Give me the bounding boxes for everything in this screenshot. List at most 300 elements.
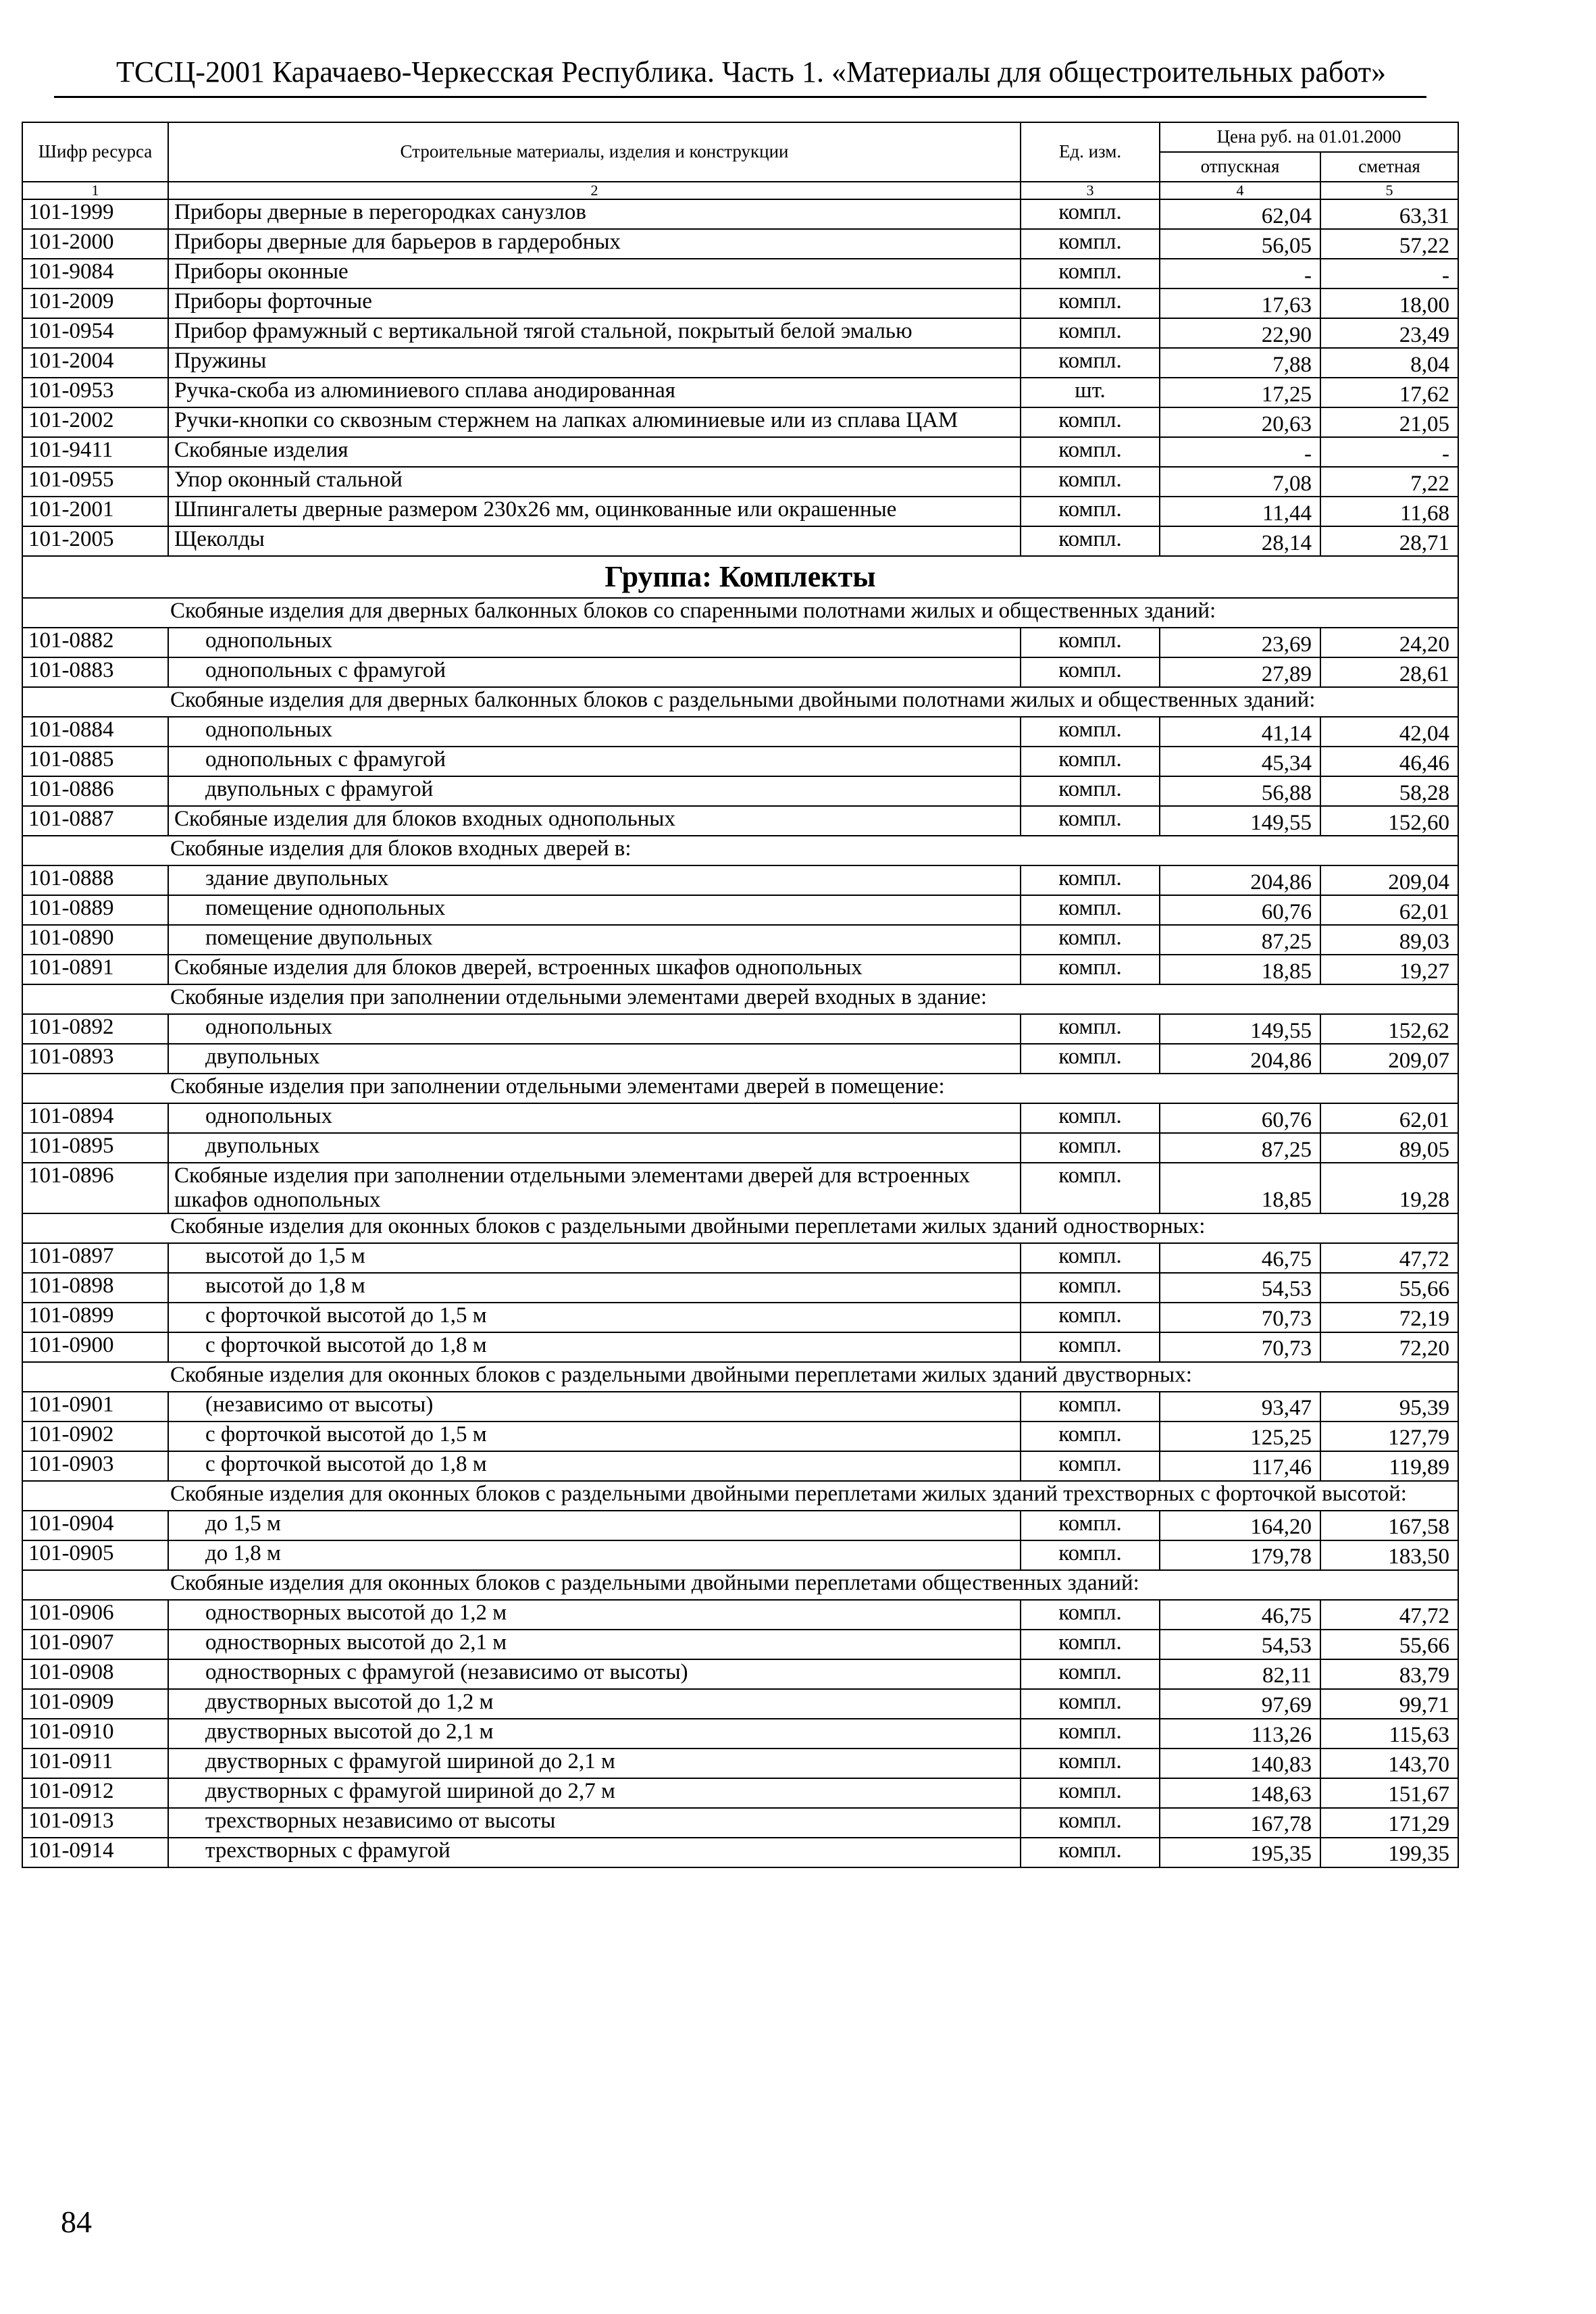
price-release: 60,76 xyxy=(1160,895,1320,925)
unit: компл. xyxy=(1021,1422,1160,1451)
material-name: однопольных xyxy=(168,1103,1021,1133)
table-row xyxy=(22,1044,1458,1074)
price-estimate: 72,20 xyxy=(1320,1332,1458,1362)
resource-code: 101-0908 xyxy=(22,1659,168,1689)
unit: компл. xyxy=(1021,1659,1160,1689)
material-name: одностворных высотой до 2,1 м xyxy=(168,1630,1021,1659)
table-row xyxy=(22,1243,1458,1273)
table-row xyxy=(22,1838,1458,1867)
section-row xyxy=(22,1570,1458,1600)
section-row xyxy=(22,836,1458,865)
section-title: Скобяные изделия для дверных балконных блоков со спаренными полотнами жилых и общественных зданий: xyxy=(22,598,1458,628)
table-row xyxy=(22,657,1458,687)
price-estimate: 24,20 xyxy=(1320,628,1458,657)
price-release: 149,55 xyxy=(1160,1014,1320,1044)
material-name: однопольных с фрамугой xyxy=(168,657,1021,687)
price-estimate: 7,22 xyxy=(1320,467,1458,497)
group-title: Группа: Комплекты xyxy=(22,556,1458,598)
resource-code: 101-0954 xyxy=(22,318,168,348)
table-row xyxy=(22,526,1458,556)
table-row xyxy=(22,1014,1458,1044)
resource-code: 101-0894 xyxy=(22,1103,168,1133)
unit: компл. xyxy=(1021,1778,1160,1808)
material-name: двустворных высотой до 1,2 м xyxy=(168,1689,1021,1719)
price-release: 117,46 xyxy=(1160,1451,1320,1481)
table-row xyxy=(22,1303,1458,1332)
unit: компл. xyxy=(1021,955,1160,984)
price-release: 18,85 xyxy=(1160,955,1320,984)
section-row xyxy=(22,1074,1458,1103)
price-estimate: 62,01 xyxy=(1320,895,1458,925)
price-estimate: 115,63 xyxy=(1320,1719,1458,1749)
material-name: до 1,5 м xyxy=(168,1511,1021,1540)
price-estimate: 21,05 xyxy=(1320,407,1458,437)
table-row xyxy=(22,1778,1458,1808)
price-release: 179,78 xyxy=(1160,1540,1320,1570)
price-release: 70,73 xyxy=(1160,1332,1320,1362)
material-name: помещение однопольных xyxy=(168,895,1021,925)
price-release: 56,05 xyxy=(1160,229,1320,259)
unit: компл. xyxy=(1021,925,1160,955)
price-estimate: 171,29 xyxy=(1320,1808,1458,1838)
price-estimate: 19,27 xyxy=(1320,955,1458,984)
unit: компл. xyxy=(1021,1163,1160,1213)
price-estimate: 183,50 xyxy=(1320,1540,1458,1570)
section-title: Скобяные изделия при заполнении отдельными элементами дверей в помещение: xyxy=(22,1074,1458,1103)
section-row xyxy=(22,1213,1458,1243)
unit: компл. xyxy=(1021,1600,1160,1630)
table-row xyxy=(22,1163,1458,1213)
price-release: 62,04 xyxy=(1160,199,1320,229)
price-estimate: 151,67 xyxy=(1320,1778,1458,1808)
price-estimate: 89,03 xyxy=(1320,925,1458,955)
col-header-price-release: отпускная xyxy=(1160,152,1320,182)
resource-code: 101-0910 xyxy=(22,1719,168,1749)
group-row xyxy=(22,556,1458,598)
section-title: Скобяные изделия для оконных блоков с раздельными двойными переплетами жилых зданий одностворных: xyxy=(22,1213,1458,1243)
unit: компл. xyxy=(1021,1014,1160,1044)
resource-code: 101-0907 xyxy=(22,1630,168,1659)
col-index: 1 xyxy=(22,182,168,199)
table-row xyxy=(22,1719,1458,1749)
col-index: 4 xyxy=(1160,182,1320,199)
unit: компл. xyxy=(1021,1719,1160,1749)
resource-code: 101-0887 xyxy=(22,806,168,836)
col-header-unit: Ед. изм. xyxy=(1021,122,1160,182)
col-header-price: Цена руб. на 01.01.2000 xyxy=(1160,122,1458,152)
resource-code: 101-0914 xyxy=(22,1838,168,1867)
price-release: 113,26 xyxy=(1160,1719,1320,1749)
unit: компл. xyxy=(1021,1511,1160,1540)
material-name: одностворных с фрамугой (независимо от высоты) xyxy=(168,1659,1021,1689)
price-release: 125,25 xyxy=(1160,1422,1320,1451)
material-name: трехстворных с фрамугой xyxy=(168,1838,1021,1867)
material-name: двустворных с фрамугой шириной до 2,1 м xyxy=(168,1749,1021,1778)
table-row xyxy=(22,1749,1458,1778)
price-release: 149,55 xyxy=(1160,806,1320,836)
material-name: Пружины xyxy=(168,348,1021,378)
unit: компл. xyxy=(1021,1689,1160,1719)
unit: компл. xyxy=(1021,1749,1160,1778)
section-title: Скобяные изделия для дверных балконных блоков с раздельными двойными полотнами жилых и общественных зданий: xyxy=(22,687,1458,717)
unit: компл. xyxy=(1021,1273,1160,1303)
unit: компл. xyxy=(1021,497,1160,526)
table-row xyxy=(22,229,1458,259)
unit: компл. xyxy=(1021,1392,1160,1422)
price-estimate: 47,72 xyxy=(1320,1243,1458,1273)
table-row xyxy=(22,895,1458,925)
unit: компл. xyxy=(1021,229,1160,259)
material-name: высотой до 1,8 м xyxy=(168,1273,1021,1303)
price-release: 164,20 xyxy=(1160,1511,1320,1540)
resource-code: 101-0955 xyxy=(22,467,168,497)
material-name: Ручка-скоба из алюминиевого сплава анодированная xyxy=(168,378,1021,407)
table-row xyxy=(22,1511,1458,1540)
price-estimate: 58,28 xyxy=(1320,776,1458,806)
unit: компл. xyxy=(1021,657,1160,687)
price-estimate: 143,70 xyxy=(1320,1749,1458,1778)
table-row xyxy=(22,1630,1458,1659)
price-estimate: - xyxy=(1320,437,1458,467)
price-release: 7,08 xyxy=(1160,467,1320,497)
price-estimate: 127,79 xyxy=(1320,1422,1458,1451)
price-release: 46,75 xyxy=(1160,1600,1320,1630)
price-estimate: 95,39 xyxy=(1320,1392,1458,1422)
unit: компл. xyxy=(1021,318,1160,348)
price-estimate: 46,46 xyxy=(1320,747,1458,776)
resource-code: 101-0897 xyxy=(22,1243,168,1273)
unit: компл. xyxy=(1021,747,1160,776)
table-row xyxy=(22,955,1458,984)
price-release: 28,14 xyxy=(1160,526,1320,556)
unit: компл. xyxy=(1021,526,1160,556)
price-release: 70,73 xyxy=(1160,1303,1320,1332)
resource-code: 101-0895 xyxy=(22,1133,168,1163)
price-release: 148,63 xyxy=(1160,1778,1320,1808)
resource-code: 101-0884 xyxy=(22,717,168,747)
material-name: Упор оконный стальной xyxy=(168,467,1021,497)
price-estimate: 11,68 xyxy=(1320,497,1458,526)
material-name: помещение двупольных xyxy=(168,925,1021,955)
unit: компл. xyxy=(1021,1303,1160,1332)
table-row xyxy=(22,288,1458,318)
material-name: Приборы форточные xyxy=(168,288,1021,318)
table-row xyxy=(22,497,1458,526)
table-row xyxy=(22,199,1458,229)
material-name: однопольных с фрамугой xyxy=(168,747,1021,776)
table-row xyxy=(22,1540,1458,1570)
unit: компл. xyxy=(1021,1630,1160,1659)
material-name: Ручки-кнопки со сквозным стержнем на лапках алюминиевые или из сплава ЦАМ xyxy=(168,407,1021,437)
material-name: Приборы оконные xyxy=(168,259,1021,288)
section-row xyxy=(22,1481,1458,1511)
price-release: 204,86 xyxy=(1160,1044,1320,1074)
price-release: 23,69 xyxy=(1160,628,1320,657)
material-name: с форточкой высотой до 1,8 м xyxy=(168,1332,1021,1362)
resource-code: 101-9411 xyxy=(22,437,168,467)
table-row xyxy=(22,1808,1458,1838)
material-name: однопольных xyxy=(168,1014,1021,1044)
price-release: 195,35 xyxy=(1160,1838,1320,1867)
resource-code: 101-0893 xyxy=(22,1044,168,1074)
price-estimate: 62,01 xyxy=(1320,1103,1458,1133)
material-name: однопольных xyxy=(168,628,1021,657)
resource-code: 101-0888 xyxy=(22,865,168,895)
col-header-code: Шифр ресурса xyxy=(22,122,168,182)
table-row xyxy=(22,1422,1458,1451)
col-index: 2 xyxy=(168,182,1021,199)
table-row xyxy=(22,1133,1458,1163)
table-row xyxy=(22,806,1458,836)
unit: компл. xyxy=(1021,348,1160,378)
table-row xyxy=(22,776,1458,806)
resource-code: 101-2000 xyxy=(22,229,168,259)
price-estimate: 17,62 xyxy=(1320,378,1458,407)
col-index: 5 xyxy=(1320,182,1458,199)
table-row xyxy=(22,717,1458,747)
resource-code: 101-0903 xyxy=(22,1451,168,1481)
section-row xyxy=(22,598,1458,628)
col-header-name: Строительные материалы, изделия и конструкции xyxy=(168,122,1021,182)
material-name: с форточкой высотой до 1,8 м xyxy=(168,1451,1021,1481)
material-name: двупольных xyxy=(168,1044,1021,1074)
material-name: двустворных с фрамугой шириной до 2,7 м xyxy=(168,1778,1021,1808)
unit: компл. xyxy=(1021,467,1160,497)
price-estimate: 199,35 xyxy=(1320,1838,1458,1867)
material-name: Скобяные изделия для блоков дверей, встроенных шкафов однопольных xyxy=(168,955,1021,984)
resource-code: 101-0889 xyxy=(22,895,168,925)
resource-code: 101-2004 xyxy=(22,348,168,378)
section-title: Скобяные изделия для оконных блоков с раздельными двойными переплетами жилых зданий двустворных: xyxy=(22,1362,1458,1392)
resource-code: 101-0905 xyxy=(22,1540,168,1570)
col-index: 3 xyxy=(1021,182,1160,199)
resource-code: 101-0885 xyxy=(22,747,168,776)
material-name: Приборы дверные для барьеров в гардеробных xyxy=(168,229,1021,259)
price-release: 54,53 xyxy=(1160,1273,1320,1303)
resource-code: 101-0886 xyxy=(22,776,168,806)
unit: компл. xyxy=(1021,407,1160,437)
resource-code: 101-0906 xyxy=(22,1600,168,1630)
price-estimate: 8,04 xyxy=(1320,348,1458,378)
table-row xyxy=(22,1392,1458,1422)
resource-code: 101-2005 xyxy=(22,526,168,556)
material-name: одностворных высотой до 1,2 м xyxy=(168,1600,1021,1630)
unit: компл. xyxy=(1021,1044,1160,1074)
resource-code: 101-2002 xyxy=(22,407,168,437)
price-release: 167,78 xyxy=(1160,1808,1320,1838)
material-name: однопольных xyxy=(168,717,1021,747)
price-estimate: 23,49 xyxy=(1320,318,1458,348)
table-row xyxy=(22,1273,1458,1303)
price-estimate: 55,66 xyxy=(1320,1630,1458,1659)
material-name: здание двупольных xyxy=(168,865,1021,895)
price-estimate: 42,04 xyxy=(1320,717,1458,747)
price-estimate: 209,07 xyxy=(1320,1044,1458,1074)
unit: шт. xyxy=(1021,378,1160,407)
price-release: 22,90 xyxy=(1160,318,1320,348)
unit: компл. xyxy=(1021,865,1160,895)
price-release: 56,88 xyxy=(1160,776,1320,806)
unit: компл. xyxy=(1021,437,1160,467)
table-row xyxy=(22,437,1458,467)
table-row xyxy=(22,865,1458,895)
price-release: 54,53 xyxy=(1160,1630,1320,1659)
price-estimate: 28,71 xyxy=(1320,526,1458,556)
material-name: с форточкой высотой до 1,5 м xyxy=(168,1303,1021,1332)
price-release: 93,47 xyxy=(1160,1392,1320,1422)
material-name: Щеколды xyxy=(168,526,1021,556)
price-estimate: 83,79 xyxy=(1320,1659,1458,1689)
table-row xyxy=(22,1451,1458,1481)
price-release: 204,86 xyxy=(1160,865,1320,895)
table-row xyxy=(22,467,1458,497)
unit: компл. xyxy=(1021,628,1160,657)
price-release: 27,89 xyxy=(1160,657,1320,687)
price-release: 7,88 xyxy=(1160,348,1320,378)
price-estimate: 152,60 xyxy=(1320,806,1458,836)
resource-code: 101-0891 xyxy=(22,955,168,984)
table-row xyxy=(22,1689,1458,1719)
price-release: 18,85 xyxy=(1160,1163,1320,1213)
price-release: 87,25 xyxy=(1160,925,1320,955)
resource-code: 101-0882 xyxy=(22,628,168,657)
section-title: Скобяные изделия для оконных блоков с раздельными двойными переплетами общественных зданий: xyxy=(22,1570,1458,1600)
unit: компл. xyxy=(1021,1332,1160,1362)
price-release: 46,75 xyxy=(1160,1243,1320,1273)
unit: компл. xyxy=(1021,1808,1160,1838)
resource-code: 101-0953 xyxy=(22,378,168,407)
table-row xyxy=(22,407,1458,437)
section-title: Скобяные изделия при заполнении отдельными элементами дверей входных в здание: xyxy=(22,984,1458,1014)
price-release: - xyxy=(1160,259,1320,288)
price-release: 45,34 xyxy=(1160,747,1320,776)
price-estimate: 55,66 xyxy=(1320,1273,1458,1303)
page-header: ТССЦ-2001 Карачаево-Черкесская Республика. Часть 1. «Материалы для общестроительных работ» xyxy=(116,55,1386,89)
unit: компл. xyxy=(1021,776,1160,806)
material-name: двустворных высотой до 2,1 м xyxy=(168,1719,1021,1749)
price-release: 20,63 xyxy=(1160,407,1320,437)
material-name: Приборы дверные в перегородках санузлов xyxy=(168,199,1021,229)
unit: компл. xyxy=(1021,1133,1160,1163)
unit: компл. xyxy=(1021,259,1160,288)
price-estimate: 89,05 xyxy=(1320,1133,1458,1163)
table-row xyxy=(22,1600,1458,1630)
resource-code: 101-0913 xyxy=(22,1808,168,1838)
price-estimate: 167,58 xyxy=(1320,1511,1458,1540)
unit: компл. xyxy=(1021,806,1160,836)
material-name: (независимо от высоты) xyxy=(168,1392,1021,1422)
resource-code: 101-0900 xyxy=(22,1332,168,1362)
price-estimate: 99,71 xyxy=(1320,1689,1458,1719)
price-release: 140,83 xyxy=(1160,1749,1320,1778)
resource-code: 101-0912 xyxy=(22,1778,168,1808)
price-release: 87,25 xyxy=(1160,1133,1320,1163)
material-name: двупольных xyxy=(168,1133,1021,1163)
resource-code: 101-0904 xyxy=(22,1511,168,1540)
resource-code: 101-0909 xyxy=(22,1689,168,1719)
unit: компл. xyxy=(1021,1451,1160,1481)
price-table xyxy=(22,122,1459,1868)
section-title: Скобяные изделия для блоков входных дверей в: xyxy=(22,836,1458,865)
section-row xyxy=(22,687,1458,717)
table-row xyxy=(22,318,1458,348)
table-row xyxy=(22,925,1458,955)
unit: компл. xyxy=(1021,895,1160,925)
unit: компл. xyxy=(1021,1243,1160,1273)
resource-code: 101-0883 xyxy=(22,657,168,687)
material-name: Шпингалеты дверные размером 230х26 мм, оцинкованные или окрашенные xyxy=(168,497,1021,526)
material-name: двупольных с фрамугой xyxy=(168,776,1021,806)
resource-code: 101-9084 xyxy=(22,259,168,288)
price-release: 11,44 xyxy=(1160,497,1320,526)
resource-code: 101-2009 xyxy=(22,288,168,318)
price-estimate: 63,31 xyxy=(1320,199,1458,229)
col-header-price-estimate: сметная xyxy=(1320,152,1458,182)
resource-code: 101-0892 xyxy=(22,1014,168,1044)
price-estimate: 19,28 xyxy=(1320,1163,1458,1213)
price-estimate: 47,72 xyxy=(1320,1600,1458,1630)
material-name: трехстворных независимо от высоты xyxy=(168,1808,1021,1838)
section-row xyxy=(22,984,1458,1014)
unit: компл. xyxy=(1021,288,1160,318)
resource-code: 101-2001 xyxy=(22,497,168,526)
page-number: 84 xyxy=(61,2205,92,2239)
unit: компл. xyxy=(1021,1540,1160,1570)
table-row xyxy=(22,378,1458,407)
unit: компл. xyxy=(1021,1103,1160,1133)
material-name: Скобяные изделия для блоков входных однопольных xyxy=(168,806,1021,836)
table-row xyxy=(22,1659,1458,1689)
resource-code: 101-0898 xyxy=(22,1273,168,1303)
price-estimate: 119,89 xyxy=(1320,1451,1458,1481)
resource-code: 101-0896 xyxy=(22,1163,168,1213)
section-title: Скобяные изделия для оконных блоков с раздельными двойными переплетами жилых зданий трехстворных с форточкой высотой: xyxy=(22,1481,1458,1511)
price-release: 97,69 xyxy=(1160,1689,1320,1719)
price-estimate: 152,62 xyxy=(1320,1014,1458,1044)
price-estimate: 18,00 xyxy=(1320,288,1458,318)
price-estimate: 209,04 xyxy=(1320,865,1458,895)
price-release: 17,63 xyxy=(1160,288,1320,318)
price-release: 82,11 xyxy=(1160,1659,1320,1689)
unit: компл. xyxy=(1021,717,1160,747)
resource-code: 101-0911 xyxy=(22,1749,168,1778)
price-release: - xyxy=(1160,437,1320,467)
resource-code: 101-0901 xyxy=(22,1392,168,1422)
price-estimate: 28,61 xyxy=(1320,657,1458,687)
table-row xyxy=(22,747,1458,776)
header-rule xyxy=(54,96,1426,98)
price-release: 17,25 xyxy=(1160,378,1320,407)
table-row xyxy=(22,1332,1458,1362)
resource-code: 101-0890 xyxy=(22,925,168,955)
table-row xyxy=(22,628,1458,657)
price-estimate: - xyxy=(1320,259,1458,288)
table-row xyxy=(22,1103,1458,1133)
price-release: 41,14 xyxy=(1160,717,1320,747)
material-name: с форточкой высотой до 1,5 м xyxy=(168,1422,1021,1451)
resource-code: 101-1999 xyxy=(22,199,168,229)
resource-code: 101-0899 xyxy=(22,1303,168,1332)
material-name: до 1,8 м xyxy=(168,1540,1021,1570)
section-row xyxy=(22,1362,1458,1392)
unit: компл. xyxy=(1021,1838,1160,1867)
material-name: Скобяные изделия при заполнении отдельными элементами дверей для встроенных шкафов однопольных xyxy=(168,1163,1021,1213)
price-release: 60,76 xyxy=(1160,1103,1320,1133)
table-row xyxy=(22,348,1458,378)
price-estimate: 57,22 xyxy=(1320,229,1458,259)
material-name: Прибор фрамужный с вертикальной тягой стальной, покрытый белой эмалью xyxy=(168,318,1021,348)
material-name: высотой до 1,5 м xyxy=(168,1243,1021,1273)
